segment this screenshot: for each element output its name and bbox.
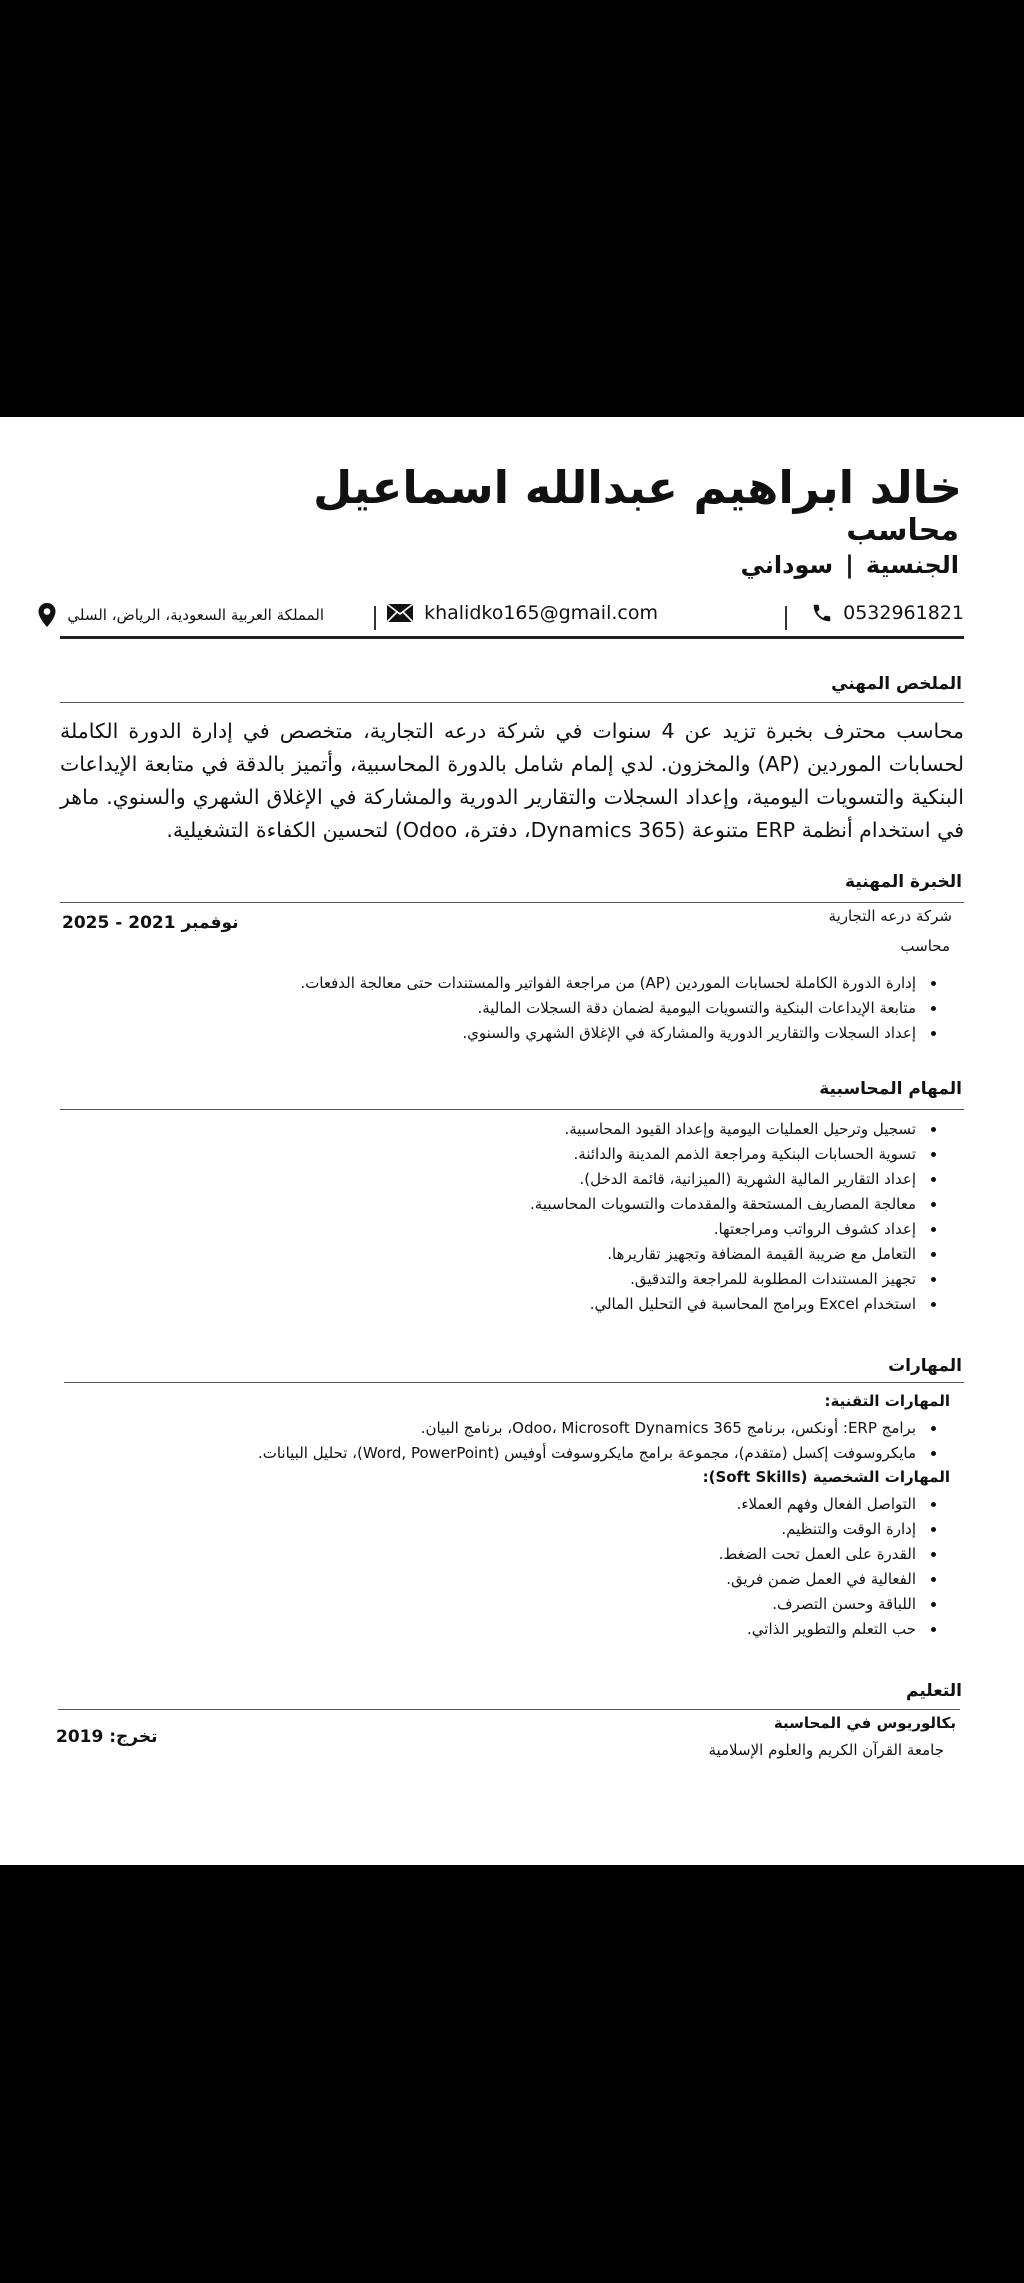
soft-skill-item: • التواصل الفعال وفهم العملاء.: [280, 1492, 920, 1517]
task-bullet: • تسوية الحسابات البنكية ومراجعة الذمم المدينة والدائنة.: [280, 1142, 920, 1167]
soft-skill-item: • القدرة على العمل تحت الضغط.: [280, 1542, 920, 1567]
task-bullet: • تسجيل وترحيل العمليات اليومية وإعداد القيود المحاسبية.: [280, 1117, 920, 1142]
task-bullet: • معالجة المصاريف المستحقة والمقدمات والتسويات المحاسبية.: [280, 1192, 920, 1217]
section-heading-experience: الخبرة المهنية: [845, 872, 962, 892]
section-rule: [64, 1382, 964, 1383]
summary-text: محاسب محترف بخبرة تزيد عن 4 سنوات في شركة درعه التجارية، متخصص في إدارة الدورة الكاملة لحسابات الموردين (AP) والمخزون. لدي إلمام شامل بالدورة المحاسبية، وأتميز بالدقة في متابعة الإيداعات البنكية والتسويات اليومية، وإعداد السجلات والتقارير الدورية والمشاركة في الإغلاق الشهري والسنوي. ماهر في استخدام أنظمة ERP متنوعة (Dynamics 365، دفترة، Odoo) لتحسين الكفاءة التشغيلية.: [60, 719, 964, 842]
job-title: محاسب: [846, 513, 959, 548]
phone-item[interactable]: [811, 602, 964, 624]
task-bullet: • استخدام Excel وبرامج المحاسبة في التحليل المالي.: [280, 1292, 920, 1317]
contact-divider: [374, 606, 376, 630]
location-pin-icon: [37, 602, 57, 628]
phone-icon: [811, 602, 833, 624]
technical-skills-bullets: [160, 1416, 942, 1466]
task-bullet: • إعداد التقارير المالية الشهرية (الميزانية، قائمة الدخل).: [280, 1167, 920, 1192]
contact-bar: [60, 602, 964, 632]
experience-bullets: [280, 971, 942, 1046]
degree-title: بكالوريوس في المحاسبة: [773, 1714, 956, 1732]
phone-number: 0532961821: [843, 602, 964, 624]
technical-skill-item: • برامج ERP: أونكس، برنامج Odoo، Microsoft Dynamics 365، برنامج البيان.: [160, 1416, 920, 1441]
applicant-name: خالد ابراهيم عبدالله اسماعيل: [313, 461, 962, 514]
email-item[interactable]: [386, 602, 658, 624]
experience-bullet: • إعداد السجلات والتقارير الدورية والمشاركة في الإغلاق الشهري والسنوي.: [280, 1021, 920, 1046]
task-bullet: • التعامل مع ضريبة القيمة المضافة وتجهيز تقاريرها.: [280, 1242, 920, 1267]
section-rule: [60, 702, 964, 703]
tasks-bullets: [280, 1117, 942, 1317]
nationality-label: الجنسية: [865, 551, 959, 579]
experience-bullet: • إدارة الدورة الكاملة لحسابات الموردين (AP) من مراجعة الفواتير والمستندات حتى معالجة الدفعات.: [280, 971, 920, 996]
graduation-year: تخرج: 2019: [56, 1727, 158, 1747]
role-title: محاسب: [900, 937, 950, 955]
email-address: khalidko165@gmail.com: [424, 602, 658, 624]
task-bullet: • إعداد كشوف الرواتب ومراجعتها.: [280, 1217, 920, 1242]
soft-skills-bullets: [280, 1492, 942, 1642]
company-name: شركة درعه التجارية: [828, 907, 952, 925]
resume-page: [0, 417, 1024, 1865]
soft-skill-item: • حب التعلم والتطوير الذاتي.: [280, 1617, 920, 1642]
technical-skill-item: • مايكروسوفت إكسل (متقدم)، مجموعة برامج مايكروسوفت أوفيس (Word, PowerPoint)، تحليل البيانات.: [160, 1441, 920, 1466]
section-heading-tasks: المهام المحاسبية: [819, 1079, 962, 1099]
task-bullet: • تجهيز المستندات المطلوبة للمراجعة والتدقيق.: [280, 1267, 920, 1292]
header-divider: [60, 636, 964, 639]
soft-skill-item: • إدارة الوقت والتنظيم.: [280, 1517, 920, 1542]
envelope-icon: [386, 603, 414, 623]
technical-skills-heading: المهارات التقنية:: [824, 1392, 950, 1410]
university-name: جامعة القرآن الكريم والعلوم الإسلامية: [708, 1741, 944, 1759]
contact-divider: [785, 606, 787, 630]
address-item: [37, 602, 324, 628]
section-heading-education: التعليم: [906, 1681, 962, 1701]
employment-dates: نوفمبر 2021 - 2025: [62, 913, 239, 933]
section-rule: [58, 1709, 960, 1710]
nationality-value: سوداني: [740, 551, 834, 579]
section-heading-skills: المهارات: [888, 1356, 962, 1376]
section-rule: [60, 1109, 964, 1110]
soft-skill-item: • اللباقة وحسن التصرف.: [280, 1592, 920, 1617]
nationality-line: [741, 551, 959, 579]
experience-bullet: • متابعة الإيداعات البنكية والتسويات اليومية لضمان دقة السجلات المالية.: [280, 996, 920, 1021]
section-rule: [60, 902, 964, 903]
soft-skills-heading: المهارات الشخصية (Soft Skills):: [702, 1468, 950, 1486]
soft-skill-item: • الفعالية في العمل ضمن فريق.: [280, 1567, 920, 1592]
nationality-separator: |: [845, 551, 854, 579]
address-text: المملكة العربية السعودية، الرياض، السلي: [67, 606, 324, 624]
section-heading-summary: الملخص المهني: [831, 674, 962, 694]
